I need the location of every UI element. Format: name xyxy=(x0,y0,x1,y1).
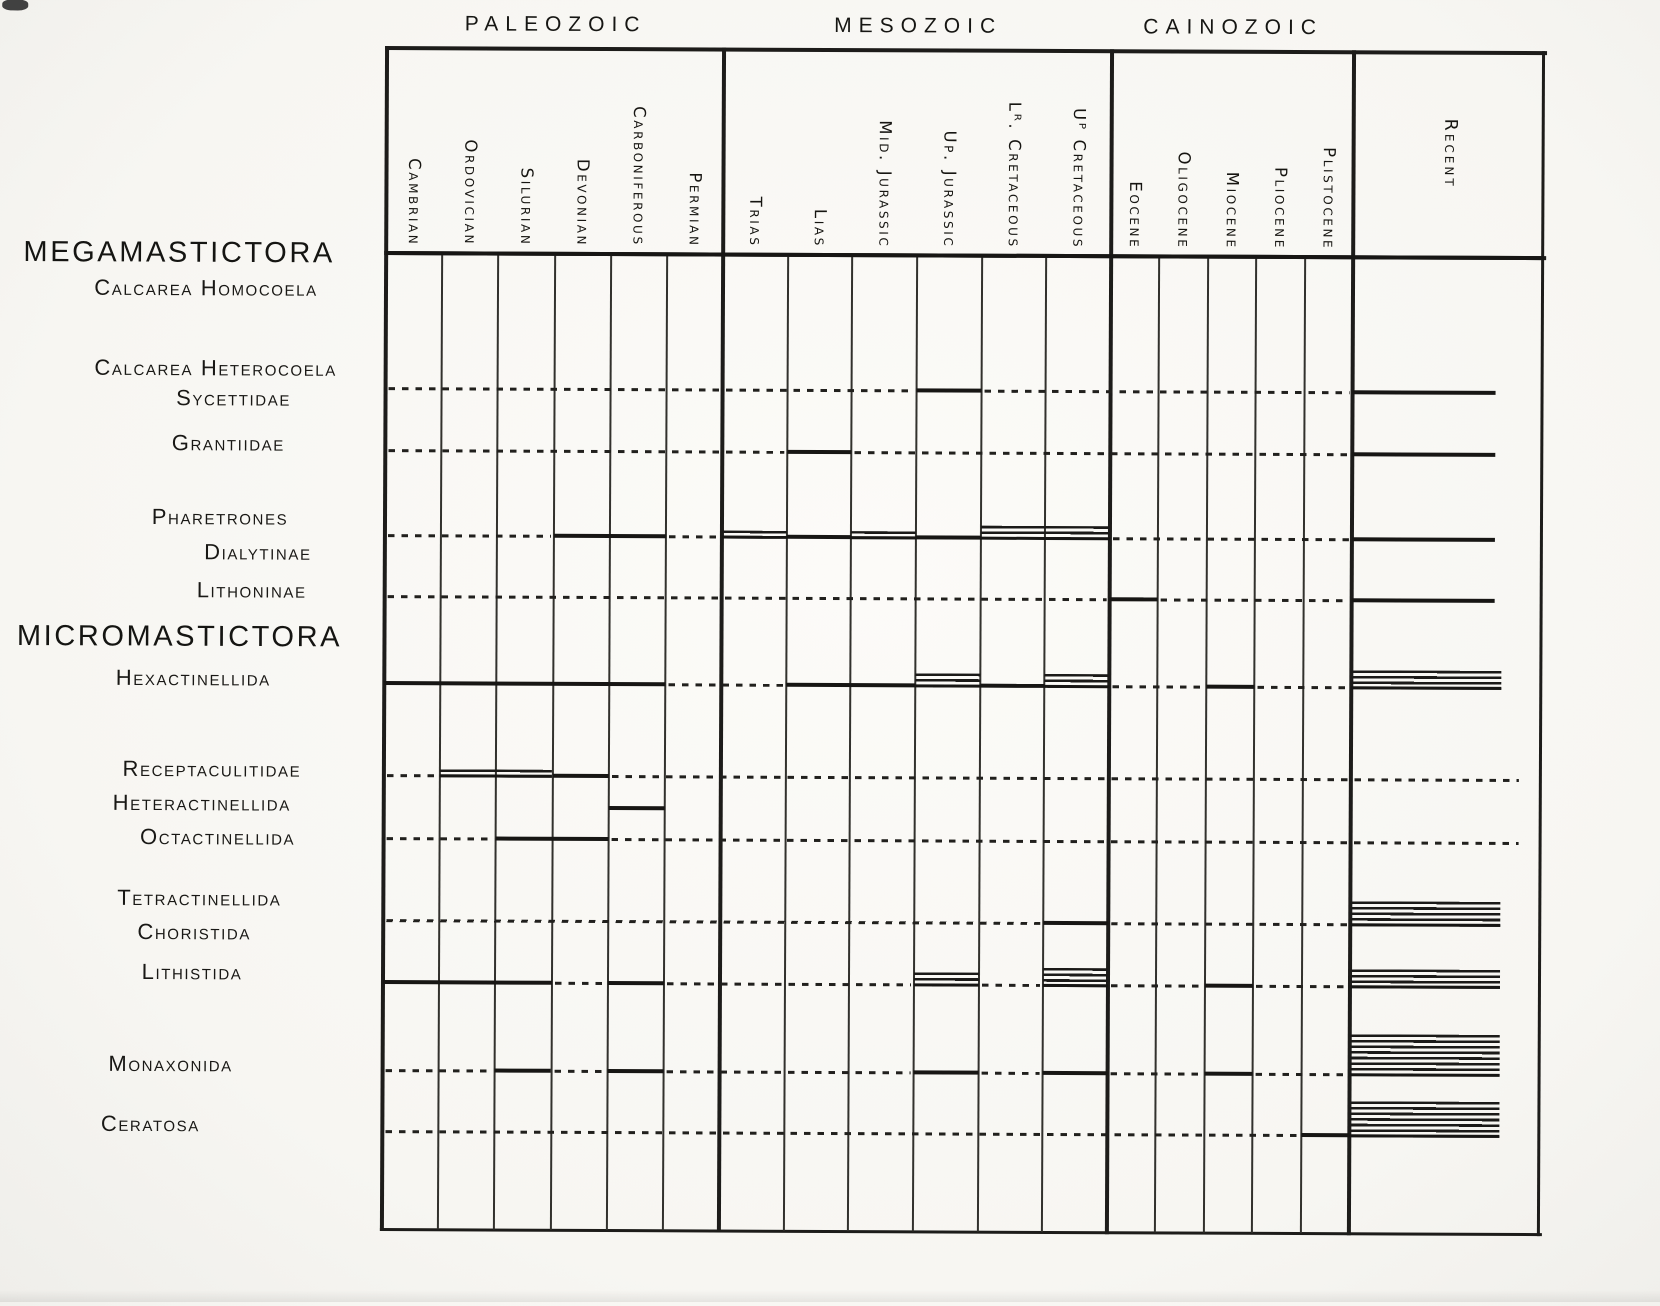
row-label-choristida: Choristida xyxy=(137,918,252,945)
row-label-pharetrones: Pharetrones xyxy=(151,504,289,530)
range-solid xyxy=(1349,1134,1499,1138)
column-header-u-cretaceous xyxy=(1047,55,1113,249)
range-solid xyxy=(1110,597,1158,601)
table-bottom-border xyxy=(380,1228,1542,1236)
grid-line xyxy=(437,253,443,1229)
range-dashed xyxy=(1111,1072,1202,1076)
range-dashed xyxy=(612,775,1519,782)
row-label-sycettidae: Sycettidae xyxy=(176,385,292,411)
range-solid xyxy=(787,535,852,539)
range-solid xyxy=(1352,537,1495,542)
range-dashed xyxy=(385,1130,1298,1137)
column-header-label: Pliocene xyxy=(1271,166,1291,251)
row-label-heteractinellida: Heteractinellida xyxy=(112,789,291,816)
range-solid xyxy=(1043,983,1108,987)
column-header-trias xyxy=(723,54,789,248)
range-solid xyxy=(1044,921,1109,925)
range-solid xyxy=(1045,684,1110,688)
range-solid xyxy=(608,981,664,985)
column-header-label: Uᴾ Cretaceous xyxy=(1069,107,1089,250)
range-solid xyxy=(1045,536,1110,540)
range-solid xyxy=(1350,923,1500,927)
range-dashed xyxy=(668,683,783,687)
range-solid xyxy=(914,983,979,987)
range-dashed xyxy=(1256,1072,1347,1076)
scan-artifact xyxy=(2,0,28,10)
range-solid xyxy=(915,684,980,688)
row-label-hexactinellida: Hexactinellida xyxy=(115,664,271,691)
column-header-label: Devonian xyxy=(573,158,593,247)
range-solid xyxy=(1350,1073,1500,1077)
grid-line xyxy=(1203,257,1209,1233)
row-label-micromastictora: MICROMASTICTORA xyxy=(16,619,343,654)
column-header-label: Carboniferous xyxy=(629,106,650,248)
row-label-octactinellida: Octactinellida xyxy=(140,823,296,850)
range-hatch xyxy=(1350,1034,1500,1076)
column-header-mid-jurassic xyxy=(853,54,919,248)
range-dashed xyxy=(386,1069,492,1073)
row-label-grantiidae: Grantiidae xyxy=(171,430,285,456)
column-header-label: Miocene xyxy=(1222,171,1243,250)
row-label-dialytinae: Dialytinae xyxy=(204,539,312,565)
range-dashed xyxy=(1257,685,1348,689)
range-solid xyxy=(383,980,552,985)
column-header-oligocene xyxy=(1160,55,1209,249)
range-solid xyxy=(440,774,496,778)
row-label-tetractinellida: Tetractinellida xyxy=(117,884,282,911)
range-dashed xyxy=(1161,598,1349,602)
range-solid xyxy=(384,681,665,686)
range-solid xyxy=(917,388,982,392)
range-solid xyxy=(608,806,664,810)
range-dashed xyxy=(387,774,437,777)
column-header-recent xyxy=(1353,56,1547,251)
row-label-calcarea-homocoela: Calcarea Homocoela xyxy=(94,274,318,301)
column-header-label: Lias xyxy=(810,208,830,248)
column-header-up-jurassic xyxy=(917,54,983,248)
range-dashed xyxy=(1113,537,1349,541)
column-header-plistocene xyxy=(1305,56,1354,250)
era-divider xyxy=(1105,49,1114,1234)
range-solid xyxy=(1351,686,1501,690)
range-hatch xyxy=(1349,1101,1499,1138)
grid-line xyxy=(1251,257,1257,1233)
range-solid xyxy=(787,450,852,454)
range-dashed xyxy=(981,1071,1040,1074)
grid-line xyxy=(783,255,789,1231)
column-header-cambrian xyxy=(386,52,443,246)
range-solid xyxy=(1043,1071,1108,1075)
column-header-label: Up. Jurassic xyxy=(940,130,960,249)
column-header-label: Trias xyxy=(746,196,766,248)
column-header-eocene xyxy=(1111,55,1160,249)
row-label-lithistida: Lithistida xyxy=(141,959,243,985)
era-header-mesozoic: MESOZOIC xyxy=(834,14,1003,38)
column-header-miocene xyxy=(1208,56,1257,250)
range-solid xyxy=(1205,984,1253,988)
grid-line xyxy=(1041,256,1047,1232)
range-dashed xyxy=(554,1069,604,1072)
range-solid xyxy=(495,1069,551,1073)
range-solid xyxy=(1350,985,1500,989)
range-dashed xyxy=(389,387,914,392)
range-solid xyxy=(1353,390,1496,395)
range-dashed xyxy=(388,534,551,538)
range-dashed xyxy=(387,837,493,841)
range-dashed xyxy=(982,983,1041,986)
range-dashed xyxy=(667,982,911,986)
range-solid xyxy=(1204,1072,1252,1076)
column-header-label: Silurian xyxy=(517,167,537,247)
range-dashed xyxy=(1111,922,1347,926)
table-right-border xyxy=(1537,51,1545,1236)
range-dashed xyxy=(611,838,1518,845)
row-label-lithoninae: Lithoninae xyxy=(196,577,307,603)
column-header-devonian xyxy=(555,53,612,247)
row-label-receptaculitidae: Receptaculitidae xyxy=(122,755,302,782)
grid-line xyxy=(606,254,612,1230)
row-label-monaxonida: Monaxonida xyxy=(108,1050,233,1077)
column-header-ordovician xyxy=(442,52,499,246)
column-header-label: Eocene xyxy=(1125,181,1146,250)
grid-line xyxy=(977,256,983,1232)
grid-line xyxy=(912,255,918,1231)
scan-edge-shadow xyxy=(0,1290,1660,1302)
range-solid xyxy=(1301,1133,1349,1137)
range-dashed xyxy=(984,389,1349,394)
range-solid xyxy=(553,534,665,538)
range-dashed xyxy=(855,451,1350,456)
grid-line xyxy=(1299,257,1305,1233)
range-solid xyxy=(552,774,608,778)
range-dashed xyxy=(1112,685,1203,689)
column-header-carboniferous xyxy=(611,53,668,247)
range-solid xyxy=(981,536,1046,540)
range-dashed xyxy=(666,1070,910,1074)
range-solid xyxy=(786,683,915,688)
range-dashed xyxy=(1111,984,1202,988)
column-header-label: Oligocene xyxy=(1174,151,1194,250)
range-dashed xyxy=(386,919,1040,925)
range-solid xyxy=(386,251,1544,260)
range-solid xyxy=(980,684,1045,688)
column-header-lias xyxy=(788,54,854,248)
column-header-label: Permian xyxy=(685,172,705,248)
row-label-calcarea-heterocoela: Calcarea Heterocoela xyxy=(94,354,337,381)
column-header-label: Lᴿ. Cretaceous xyxy=(1004,101,1025,249)
grid-line xyxy=(1154,256,1160,1232)
row-label-ceratosa: Ceratosa xyxy=(100,1110,200,1137)
column-header-label: Ordovician xyxy=(460,139,481,247)
era-header-cainozoic: CAINOZOIC xyxy=(1143,15,1324,40)
range-dashed xyxy=(388,449,784,454)
column-header-label: Plistocene xyxy=(1319,147,1339,251)
range-dashed xyxy=(669,535,719,538)
range-dashed xyxy=(1256,984,1347,988)
range-dashed xyxy=(554,981,604,984)
range-solid xyxy=(1352,598,1495,603)
range-solid xyxy=(496,837,608,841)
range-solid xyxy=(722,535,787,539)
column-header-l-cretaceous xyxy=(982,55,1048,249)
grid-line xyxy=(662,254,668,1230)
column-header-label: Recent xyxy=(1439,118,1461,189)
table-top-border xyxy=(385,46,1547,55)
range-solid xyxy=(851,536,916,540)
era-divider xyxy=(717,48,726,1233)
row-label-megamastictora: MEGAMASTICTORA xyxy=(23,235,335,270)
table-left-border xyxy=(380,46,389,1231)
range-solid xyxy=(1352,452,1495,457)
range-solid xyxy=(914,1070,979,1074)
column-header-label: Mid. Jurassic xyxy=(875,120,895,249)
column-header-silurian xyxy=(499,53,556,247)
range-solid xyxy=(916,535,981,539)
grid-line xyxy=(847,255,853,1231)
grid-line xyxy=(549,254,555,1230)
column-header-pliocene xyxy=(1256,56,1305,250)
range-solid xyxy=(1206,685,1254,689)
grid-line xyxy=(493,254,499,1230)
column-header-permian xyxy=(667,53,724,247)
range-solid xyxy=(496,774,552,778)
era-header-paleozoic: PALEOZOIC xyxy=(464,12,647,37)
column-header-label: Cambrian xyxy=(404,157,425,247)
range-solid xyxy=(607,1069,663,1073)
